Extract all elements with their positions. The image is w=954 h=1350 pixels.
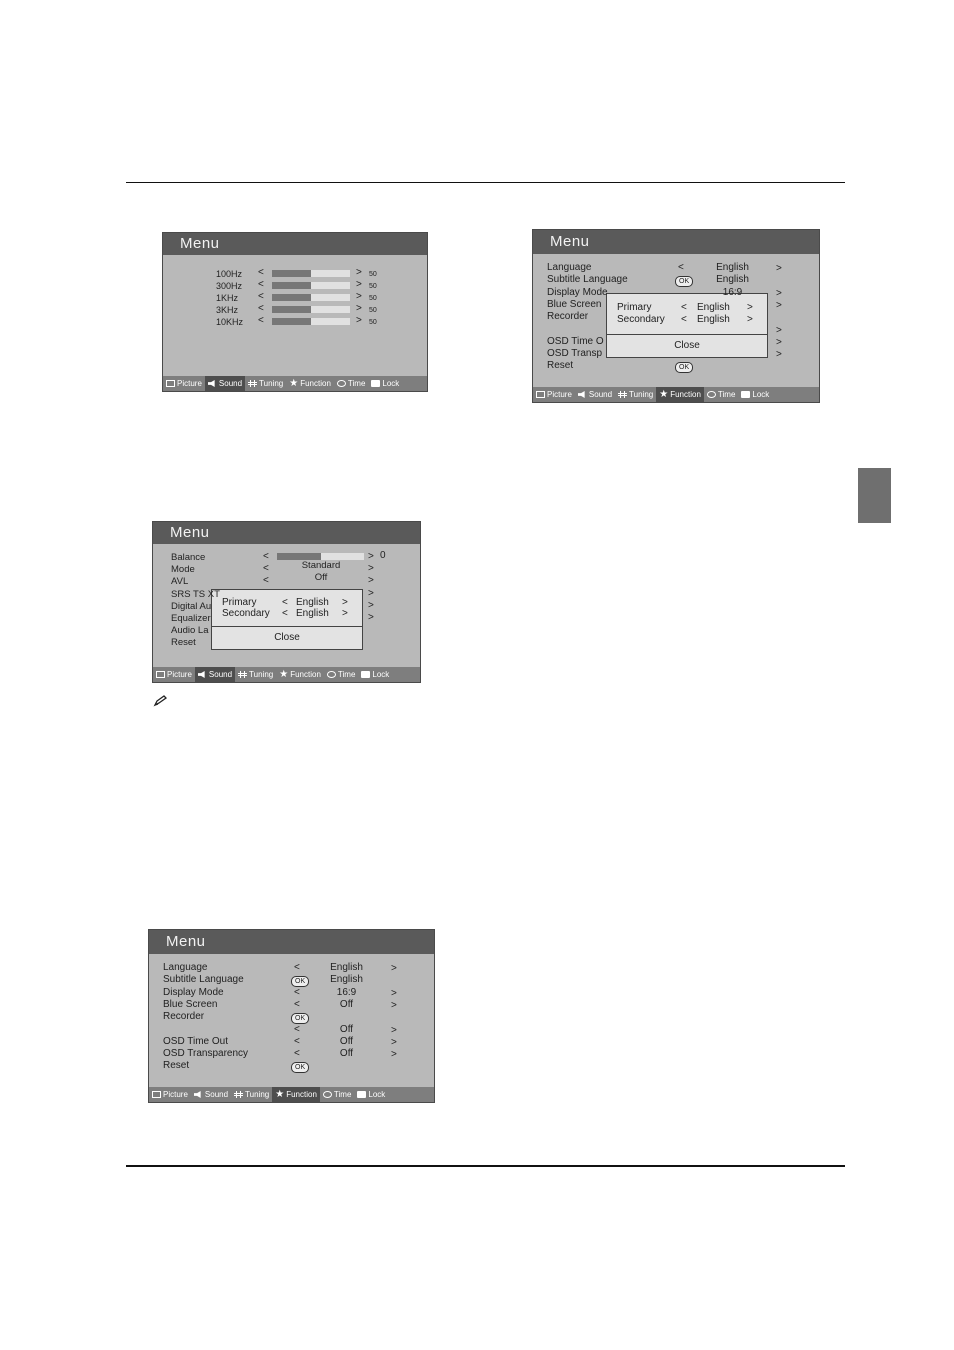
tab-lock[interactable] [354,1087,388,1102]
function-row-value: Off [339,1048,354,1060]
note-pencil-icon [153,695,168,707]
sound-row-value: Off [314,572,328,584]
function-row-label[interactable]: Reset [163,1060,190,1072]
tab-picture[interactable] [149,1087,191,1102]
eq-level-fill [272,294,311,301]
tab-label: Function [300,379,331,388]
tab-sound[interactable] [575,387,615,402]
menu-tab-bar [149,1087,434,1102]
popup-primary-right-arrow[interactable]: > [747,302,753,313]
tab-label: Sound [204,1090,229,1099]
menu-title: Menu [533,230,819,254]
tab-time[interactable] [324,667,358,682]
clock-icon [337,380,346,387]
tab-label: Lock [372,670,390,679]
popup-divider [607,334,767,335]
menu-title: Menu [163,233,427,255]
tab-label: Time [333,1090,352,1099]
eq-band-value: 50 [369,307,377,314]
function-row-label[interactable]: OSD Time Out [163,1035,229,1047]
speaker-icon [578,391,587,398]
tab-label: Time [347,379,366,388]
sound-row-label[interactable]: SRS TS XT [171,588,220,600]
tab-lock[interactable] [358,667,392,682]
function-right-arrow[interactable]: > [391,1036,397,1048]
tab-sound[interactable] [205,376,245,391]
function-row-label[interactable]: OSD Time O [547,335,604,347]
eq-level-bar[interactable] [272,270,350,277]
function-row-label[interactable]: OSD Transparency [163,1048,249,1060]
function-right-arrow[interactable]: > [776,336,782,348]
tab-tuning[interactable] [615,387,656,402]
tab-function[interactable] [286,376,334,391]
function-row-label[interactable]: Display Mode [547,286,608,298]
menu-title: Menu [153,522,420,544]
tab-label: Lock [382,379,400,388]
function-row-value: English [330,974,363,986]
sound-menu-popup-screen [152,521,421,683]
ok-button-label: OK [675,362,693,373]
function-row-label[interactable]: Blue Screen [547,298,602,310]
function-row-label[interactable]: Recorder [163,1011,205,1023]
tab-label: Tuning [245,1090,270,1099]
sound-row-value: Standard [301,560,341,572]
tab-label: Lock [368,1090,386,1099]
tab-time[interactable] [334,376,368,391]
eq-band-label: 100Hz [216,269,243,279]
picture-icon [152,1091,161,1098]
popup-secondary-label: Secondary [222,608,270,619]
tab-picture[interactable] [153,667,195,682]
tab-label: Tuning [249,670,274,679]
eq-level-bar[interactable] [272,318,350,325]
eq-level-fill [272,306,311,313]
sound-left-arrow[interactable]: < [263,551,269,562]
tab-tuning[interactable] [231,1087,272,1102]
sound-row-label[interactable]: Mode [171,564,195,576]
sound-row-label[interactable]: Digital Au [171,600,212,612]
function-right-arrow[interactable]: > [776,299,782,311]
menu-tab-bar [153,667,420,682]
eq-band-value: 50 [369,319,377,326]
function-row-label[interactable]: Recorder [547,311,589,323]
eq-left-arrow[interactable]: < [258,315,264,326]
star-icon: ★ [279,669,289,680]
function-row-value: English [716,274,749,286]
tab-label: Sound [588,390,613,399]
ok-button[interactable] [291,1012,309,1024]
picture-icon [166,380,175,387]
tab-sound[interactable] [195,667,235,682]
balance-level-fill [277,553,321,560]
eq-left-arrow[interactable]: < [258,279,264,290]
function-row-label[interactable]: Blue Screen [163,998,218,1010]
picture-icon [536,391,545,398]
popup-secondary-right-arrow[interactable]: > [747,314,753,325]
function-left-arrow[interactable]: < [294,1023,300,1035]
popup-secondary-value: English [697,314,730,325]
popup-primary-right-arrow[interactable]: > [342,597,348,608]
balance-value: 0 [380,550,386,561]
function-right-arrow[interactable]: > [391,1049,397,1061]
eq-level-bar[interactable] [272,282,350,289]
tab-label: Time [337,670,356,679]
eq-band-value: 50 [369,295,377,302]
function-left-arrow[interactable]: < [678,262,684,273]
eq-level-bar[interactable] [272,306,350,313]
function-row-value: Off [339,1035,354,1047]
function-row-value: English [330,962,363,973]
sound-left-arrow[interactable]: < [263,575,269,587]
grid-icon [234,1091,243,1098]
popup-secondary-value: English [296,608,329,619]
ok-button[interactable] [675,275,693,287]
ok-button-label: OK [675,276,693,287]
tab-function[interactable] [656,387,704,402]
tab-label: Tuning [259,379,284,388]
audio-language-popup [211,589,363,650]
speaker-icon [208,380,217,387]
sound-right-arrow[interactable]: > [368,612,374,623]
function-row-label[interactable]: Reset [547,360,574,372]
function-row-label[interactable]: Language [163,962,208,973]
ok-button[interactable] [291,1061,309,1073]
clock-icon [323,1091,332,1098]
eq-level-fill [272,318,311,325]
star-icon: ★ [659,389,669,400]
function-row-label[interactable]: Subtitle Language [547,274,628,286]
eq-right-arrow[interactable]: > [356,303,362,314]
menu-tab-bar [163,376,427,391]
function-left-arrow[interactable]: < [294,1035,300,1047]
popup-primary-left-arrow[interactable]: < [681,302,687,313]
tab-tuning[interactable] [245,376,286,391]
tab-time[interactable] [704,387,738,402]
sound-row-label[interactable]: AVL [171,576,189,588]
star-icon: ★ [289,378,299,389]
ok-button-label: OK [291,1013,309,1024]
grid-icon [248,380,257,387]
function-left-arrow[interactable]: < [294,986,300,998]
eq-band-value: 50 [369,283,377,290]
function-row-value: 16:9 [336,986,357,998]
tab-label: Picture [163,1090,188,1099]
eq-band-label: 300Hz [216,281,243,291]
function-menu-screen [148,929,435,1103]
popup-close-button[interactable]: Close [274,632,300,643]
tab-time[interactable] [320,1087,354,1102]
speaker-icon [194,1091,203,1098]
function-right-arrow[interactable]: > [776,263,782,274]
equalizer-menu-screen [162,232,428,392]
sound-right-arrow[interactable]: > [368,587,374,599]
function-row-value: Off [339,998,354,1010]
function-row-label[interactable]: OSD Transp [547,348,603,360]
tab-lock[interactable] [738,387,772,402]
function-right-arrow[interactable]: > [776,349,782,361]
tab-label: Sound [218,379,243,388]
eq-band-label: 3KHz [216,305,239,315]
ok-button-label: OK [291,976,309,987]
ok-button-label: OK [291,1062,309,1073]
eq-left-arrow[interactable]: < [258,303,264,314]
eq-level-fill [272,270,311,277]
function-row-value: Off [339,1023,354,1035]
tab-label: Time [717,390,736,399]
eq-left-arrow[interactable]: < [258,291,264,302]
top-rule [126,182,845,183]
eq-band-label: 10KHz [216,317,244,327]
function-left-arrow[interactable]: < [294,1048,300,1060]
popup-secondary-left-arrow[interactable]: < [681,314,687,325]
eq-right-arrow[interactable]: > [356,279,362,290]
eq-level-bar[interactable] [272,294,350,301]
eq-band-label: 1KHz [216,293,239,303]
popup-divider [212,626,362,627]
tab-picture[interactable] [163,376,205,391]
grid-icon [238,671,247,678]
sound-right-arrow[interactable]: > [368,599,374,611]
audio-language-popup [606,293,768,358]
popup-primary-value: English [296,597,329,608]
sound-right-arrow[interactable]: > [368,563,374,575]
eq-level-fill [272,282,311,289]
popup-secondary-label: Secondary [617,314,665,325]
eq-right-arrow[interactable]: > [356,291,362,302]
tab-label: Lock [752,390,770,399]
function-right-arrow[interactable]: > [391,963,397,974]
sound-left-arrow[interactable]: < [263,563,269,575]
popup-primary-value: English [697,302,730,313]
tab-label: Function [290,670,321,679]
popup-secondary-left-arrow[interactable]: < [282,608,288,619]
picture-icon [156,671,165,678]
function-row-value: English [716,262,749,273]
grid-icon [618,391,627,398]
clock-icon [327,671,336,678]
eq-left-arrow[interactable]: < [258,267,264,278]
sound-row-label[interactable]: Balance [171,552,206,563]
clock-icon [707,391,716,398]
lock-icon [357,1091,366,1098]
popup-close-button[interactable]: Close [674,340,700,351]
function-row-label[interactable]: Display Mode [163,986,224,998]
function-right-arrow[interactable]: > [776,287,782,299]
function-row-label[interactable]: Subtitle Language [163,974,244,986]
sound-row-label[interactable]: Audio La [171,625,209,637]
tab-label: Function [670,390,701,399]
function-language-popup-screen [532,229,820,403]
function-right-arrow[interactable]: > [391,1024,397,1036]
popup-primary-row[interactable]: Primary [617,302,652,313]
tab-label: Picture [177,379,202,388]
bottom-rule [126,1165,845,1167]
tab-label: Sound [208,670,233,679]
eq-band-value: 50 [369,271,377,278]
lock-icon [371,380,380,387]
function-left-arrow[interactable]: < [294,998,300,1010]
tab-label: Picture [167,670,192,679]
popup-primary-label: Primary [222,597,257,608]
tab-tuning[interactable] [235,667,276,682]
star-icon: ★ [275,1089,285,1100]
popup-secondary-right-arrow[interactable]: > [342,608,348,619]
lock-icon [361,671,370,678]
function-row-label[interactable]: Language [547,262,592,273]
tab-label: Picture [547,390,572,399]
eq-right-arrow[interactable]: > [356,315,362,326]
function-left-arrow[interactable]: < [294,962,300,973]
sound-right-arrow[interactable]: > [368,575,374,587]
popup-primary-left-arrow[interactable]: < [282,597,288,608]
balance-level-bar[interactable] [277,553,364,560]
function-right-arrow[interactable]: > [391,987,397,999]
ok-button[interactable] [675,361,693,373]
function-row-value: 16:9 [722,286,743,298]
function-right-arrow[interactable]: > [391,999,397,1011]
tab-label: Tuning [629,390,654,399]
sound-right-arrow[interactable]: > [368,551,374,562]
sound-row-label[interactable]: Equalizer [171,613,211,624]
tab-function[interactable] [276,667,324,682]
tab-lock[interactable] [368,376,402,391]
menu-tab-bar [533,387,819,402]
tab-sound[interactable] [191,1087,231,1102]
tab-label: Function [286,1090,317,1099]
menu-title: Menu [149,930,434,954]
ok-button[interactable] [291,975,309,987]
function-right-arrow[interactable]: > [776,324,782,336]
lock-icon [741,391,750,398]
chapter-side-tab [858,468,891,523]
speaker-icon [198,671,207,678]
sound-row-label[interactable]: Reset [171,637,196,649]
tab-function[interactable] [272,1087,320,1102]
tab-picture[interactable] [533,387,575,402]
eq-right-arrow[interactable]: > [356,267,362,278]
